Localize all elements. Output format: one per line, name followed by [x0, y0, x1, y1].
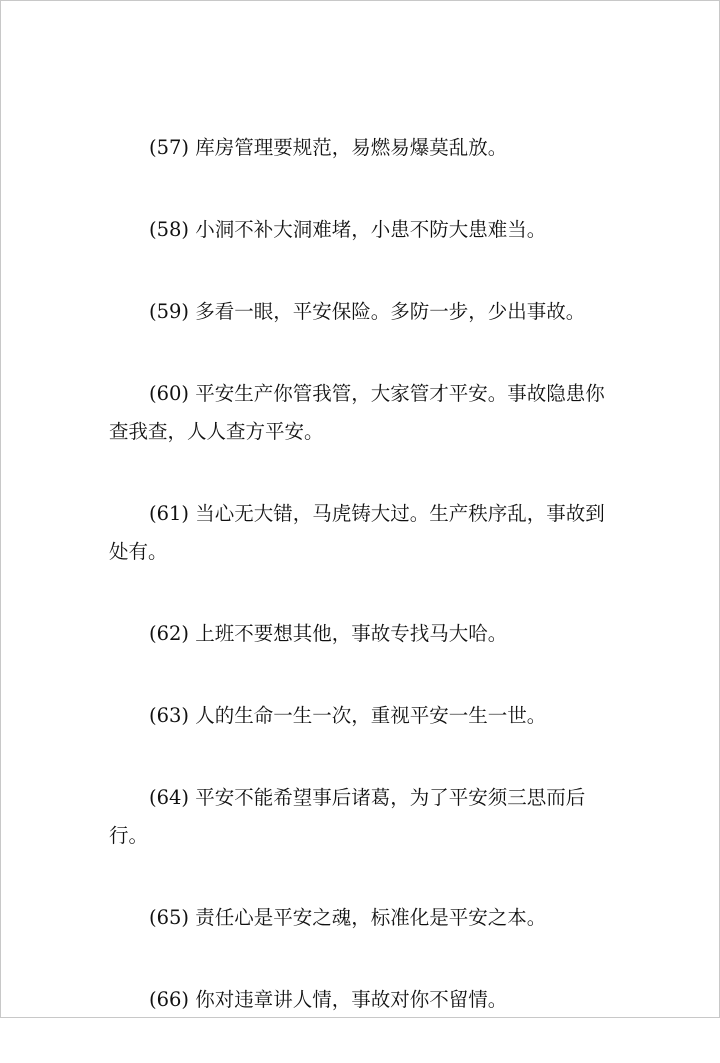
slogan-item-57: (57) 库房管理要规范，易燃易爆莫乱放。 [149, 136, 508, 159]
slogan-item-64: (64) 平安不能希望事后诸葛，为了平安须三思而后行。 [109, 786, 586, 847]
slogan-item-58: (58) 小洞不补大洞难堵，小患不防大患难当。 [149, 218, 547, 241]
slogan-item-59: (59) 多看一眼，平安保险。多防一步，少出事故。 [149, 300, 586, 323]
slogan-item-61: (61) 当心无大错，马虎铸大过。生产秩序乱，事故到处有。 [109, 502, 605, 563]
slogan-item-63: (63) 人的生命一生一次，重视平安一生一世。 [149, 704, 547, 727]
slogan-item-60: (60) 平安生产你管我管，大家管才平安。事故隐患你查我查，人人查方平安。 [109, 382, 605, 443]
slogan-item-62: (62) 上班不要想其他，事故专找马大哈。 [149, 622, 508, 645]
slogan-item-66: (66) 你对违章讲人情，事故对你不留情。 [149, 988, 508, 1011]
slogan-item-65: (65) 责任心是平安之魂，标准化是平安之本。 [149, 906, 547, 929]
slogan-list [109, 129, 617, 1063]
